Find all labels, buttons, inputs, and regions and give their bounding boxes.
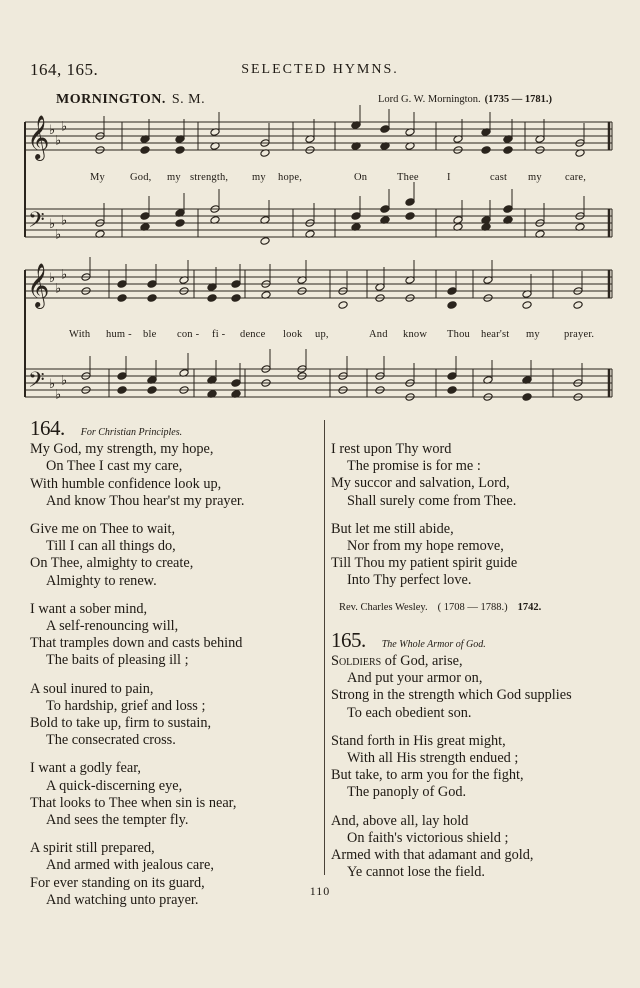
author-dates: ( 1708 — 1788.)	[437, 601, 508, 613]
quarter-note	[522, 393, 532, 402]
lyric-syllable: On	[354, 172, 368, 183]
right-column	[331, 441, 572, 892]
verse-line: Armed with that adamant and gold,	[331, 847, 534, 864]
verse-line: My God, my strength, my hope,	[30, 441, 214, 458]
running-title: SELECTED HYMNS.	[241, 62, 399, 77]
lyric-syllable: look	[283, 329, 303, 340]
verse-line: That looks to Thee when sin is near,	[30, 794, 237, 811]
lyric-syllable: care,	[565, 172, 587, 183]
verse-line: On Thee I cast my care,	[46, 458, 183, 475]
verse-line: Stand forth in His great might,	[331, 732, 506, 749]
verse-line: To hardship, grief and loss ;	[46, 697, 206, 714]
half-note	[260, 237, 270, 246]
music-score	[0, 0, 640, 420]
quarter-note	[175, 219, 185, 228]
verse-line: On Thee, almighty to create,	[30, 555, 194, 572]
quarter-note	[503, 146, 513, 155]
verse-line: A spirit still prepared,	[30, 840, 155, 857]
hymn-title: The Whole Armor of God.	[381, 638, 486, 650]
flat-icon: ♭	[61, 372, 68, 388]
quarter-note	[175, 146, 185, 155]
tune-meter: S. M.	[171, 92, 206, 107]
flat-icon: ♭	[61, 212, 68, 228]
verse-line: Strong in the strength which God supplies	[331, 687, 572, 704]
verse-line: The baits of pleasing ill ;	[46, 652, 189, 669]
half-note	[522, 301, 532, 310]
verse-line: A soul inured to pain,	[30, 680, 154, 697]
verse-line: Till Thou my patient spirit guide	[331, 555, 518, 572]
lyric-syllable: cast	[490, 172, 508, 183]
flat-icon: ♭	[55, 386, 62, 402]
tune-title: MORNINGTON.	[56, 92, 166, 107]
lyric-syllable: prayer.	[564, 329, 595, 340]
lyric-syllable: strength,	[190, 172, 229, 183]
stanza	[30, 760, 244, 829]
lyric-syllable: hear'st	[481, 329, 510, 340]
lyric-syllable: God,	[130, 172, 152, 183]
flat-icon: ♭	[61, 118, 68, 134]
half-note	[573, 301, 583, 310]
verse-line: But let me still abide,	[331, 520, 454, 537]
verse-line: With all His strength endued ;	[347, 750, 519, 767]
lyric-syllable: con -	[177, 329, 200, 340]
verse-line: The panoply of God.	[347, 784, 467, 801]
composer-name: Lord G. W. Mornington.	[378, 94, 481, 105]
flat-icon: ♭	[55, 132, 62, 148]
verse-line: But take, to arm you for the fight,	[331, 767, 524, 784]
quarter-note	[117, 386, 127, 395]
hymn-165-heading	[331, 627, 572, 653]
verse-line: The promise is for me :	[347, 458, 481, 475]
flat-icon: ♭	[55, 280, 62, 296]
verse-line: With humble confidence look up,	[30, 475, 222, 492]
verse-line: On faith's victorious shield ;	[347, 829, 509, 846]
verse-line: Soldiers of God, arise,	[331, 653, 463, 670]
stanza	[331, 813, 572, 882]
verse-line: I rest upon Thy word	[331, 441, 452, 457]
verse-line: Almighty to renew.	[46, 572, 157, 589]
lyric-syllable: my	[252, 172, 266, 183]
quarter-note	[140, 146, 150, 155]
lyric-syllable: With	[69, 329, 91, 340]
composer-dates: (1735 — 1781.)	[484, 94, 553, 105]
quarter-note	[147, 386, 157, 395]
quarter-note	[405, 212, 415, 221]
verse-line: Bold to take up, firm to sustain,	[30, 715, 212, 732]
verse-line: And sees the tempter fly.	[46, 812, 189, 829]
hymn-164-attribution	[331, 598, 572, 616]
verse-line: And armed with jealous care,	[46, 857, 214, 874]
author-year: 1742.	[517, 601, 542, 613]
hymn-164-left-column	[30, 416, 245, 920]
lyric-syllable: I	[447, 172, 451, 183]
lyric-syllable: my	[528, 172, 542, 183]
hymn-165-stanzas	[331, 653, 572, 881]
lyric-syllable: know	[403, 329, 428, 340]
verse-line: Shall surely come from Thee.	[347, 492, 517, 509]
flat-icon: ♭	[49, 376, 56, 391]
verse-line: That tramples down and casts behind	[30, 635, 243, 652]
verse-line: Give me on Thee to wait,	[30, 521, 176, 538]
flat-icon: ♭	[49, 216, 56, 231]
lyric-syllable: Thee	[397, 172, 419, 183]
lyric-syllable: hum -	[106, 329, 132, 340]
lyric-syllable: Thou	[447, 329, 470, 340]
half-note	[338, 301, 348, 310]
flat-icon: ♭	[61, 266, 68, 282]
lyric-syllable: My	[90, 172, 105, 183]
quarter-note	[447, 301, 457, 310]
lyric-syllable: ble	[143, 329, 157, 340]
flat-icon: ♭	[49, 270, 56, 285]
flat-icon: ♭	[49, 122, 56, 137]
quarter-note	[207, 294, 217, 303]
verse-line: Till I can all things do,	[46, 538, 176, 555]
verse-line: And, above all, lay hold	[331, 812, 469, 829]
stanza	[331, 441, 572, 510]
hymn-number: 165.	[331, 627, 366, 652]
lyric-syllable: hope,	[278, 172, 303, 183]
lyric-syllable: my	[167, 172, 181, 183]
stanza	[30, 521, 244, 590]
stanza	[331, 521, 572, 590]
stanza	[331, 733, 572, 802]
flat-icon: ♭	[55, 226, 62, 242]
verse-line: The consecrated cross.	[46, 732, 176, 749]
treble-clef-icon: 𝄞	[27, 263, 50, 307]
stanza	[30, 441, 244, 510]
page-numbers-header: 164, 165.	[30, 60, 99, 79]
verse-line: I want a godly fear,	[30, 760, 141, 777]
stanza	[30, 681, 244, 750]
verse-line: For ever standing on its guard,	[30, 874, 205, 891]
quarter-note	[117, 294, 127, 303]
hymn-164-heading	[30, 416, 244, 441]
verse-line: Into Thy perfect love.	[347, 572, 472, 589]
author: Rev. Charles Wesley.	[339, 601, 428, 613]
verse-line: I want a sober mind,	[30, 600, 148, 617]
verse-line: A quick-discerning eye,	[46, 777, 183, 794]
verse-line: And watching unto prayer.	[46, 891, 199, 908]
lyric-syllable: And	[369, 329, 388, 340]
verse-line: And know Thou hear'st my prayer.	[46, 492, 245, 509]
stanza	[331, 653, 572, 722]
quarter-note	[447, 386, 457, 395]
verse-line: My succor and salvation, Lord,	[331, 475, 510, 492]
treble-clef-icon: 𝄞	[27, 115, 50, 159]
verse-line: To each obedient son.	[347, 704, 472, 721]
hymn-164-stanzas	[30, 441, 244, 909]
stanza	[30, 601, 244, 670]
hymn-title: For Christian Principles.	[80, 427, 183, 438]
verse-line: Ye cannot lose the field.	[347, 864, 485, 881]
bass-clef-icon: 𝄢	[28, 208, 45, 238]
bass-clef-icon: 𝄢	[28, 368, 45, 398]
quarter-note	[231, 294, 241, 303]
verse-line: A self-renouncing will,	[46, 618, 179, 635]
lyric-syllable: fi -	[212, 329, 226, 340]
lyric-syllable: dence	[240, 329, 266, 340]
lyric-syllable: my	[526, 329, 540, 340]
quarter-note	[147, 294, 157, 303]
lyric-syllable: up,	[315, 329, 329, 340]
page-number: 110	[309, 884, 331, 898]
hymn-number: 164.	[30, 416, 65, 440]
verse-line: And put your armor on,	[347, 670, 483, 687]
quarter-note	[481, 146, 491, 155]
hymn-164-continued	[331, 441, 572, 590]
column-divider	[324, 420, 325, 875]
verse-line: Nor from my hope remove,	[347, 538, 504, 555]
